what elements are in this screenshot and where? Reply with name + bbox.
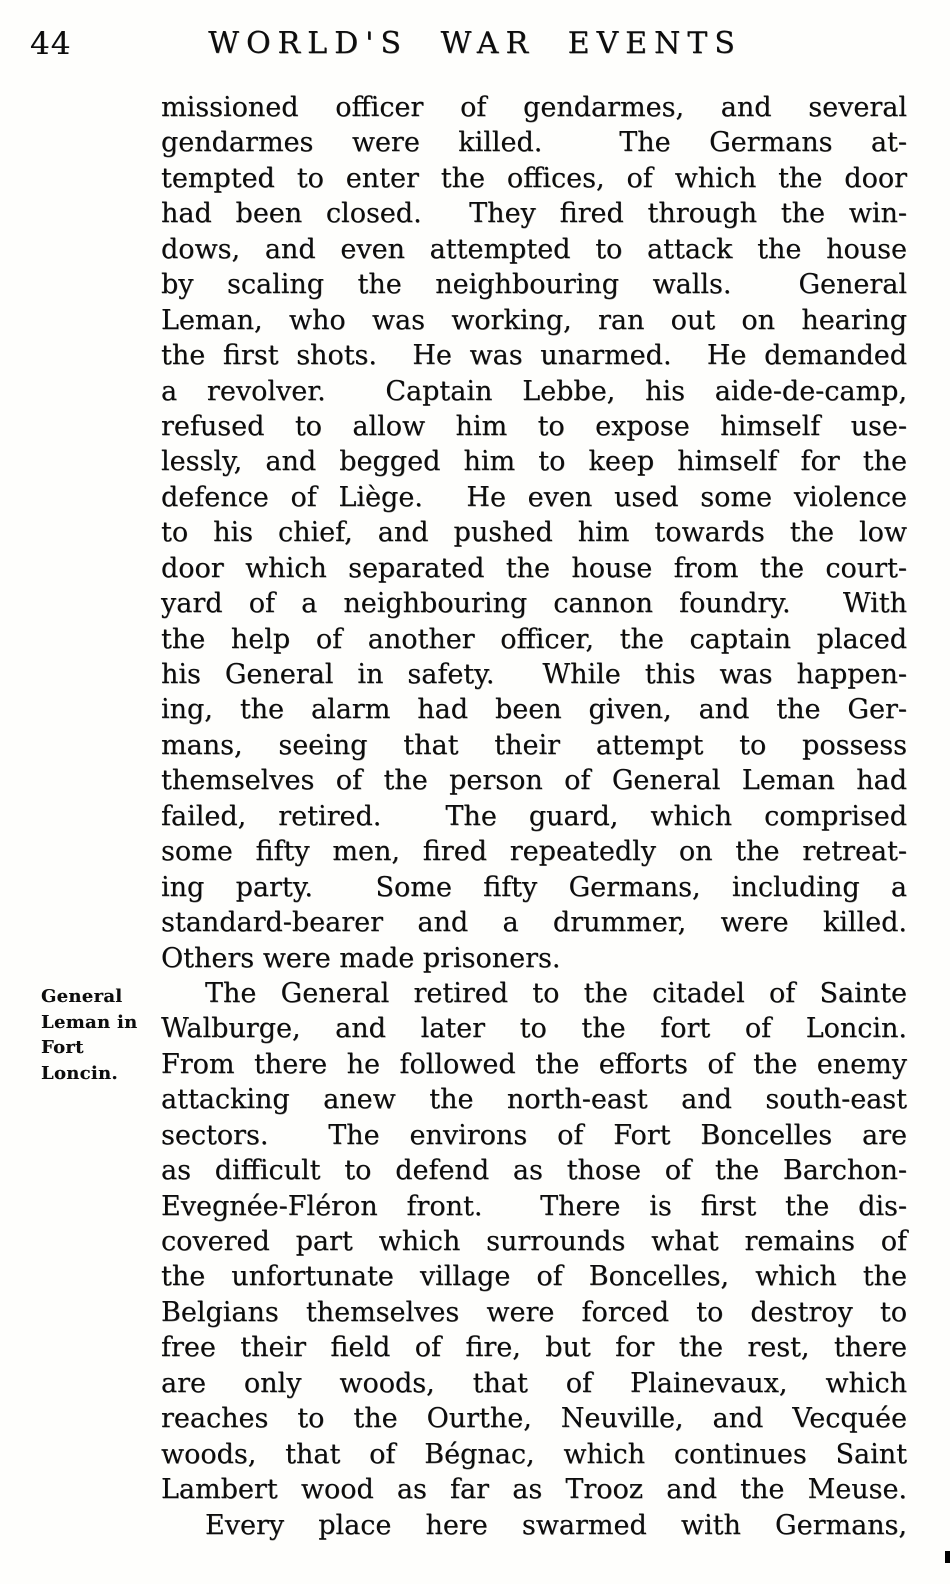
running-header: WORLD'S WAR EVENTS — [208, 26, 742, 61]
text-line: his General in safety. While this was happen- — [161, 659, 907, 690]
text-line: the help of another officer, the captain placed — [161, 623, 907, 655]
text-line: door which separated the house from the court- — [161, 552, 907, 584]
text-line: From there he followed the efforts of the enemy — [161, 1048, 907, 1080]
scan-artifact — [945, 1551, 950, 1563]
text-line: themselves of the person of General Leman had — [161, 765, 907, 797]
text-line: mans, seeing that their attempt to possess — [161, 729, 907, 761]
text-line: ing party. Some fifty Germans, including a — [161, 871, 907, 903]
text-line: had been closed. They fired through the win- — [161, 198, 907, 230]
text-line: gendarmes were killed. The Germans at- — [161, 127, 907, 159]
text-line: attacking anew the north-east and south-east — [161, 1084, 907, 1116]
text-line: a revolver. Captain Lebbe, his aide-de-camp, — [161, 375, 907, 407]
text-line: woods, that of Bégnac, which continues Saint — [161, 1438, 907, 1470]
text-line: standard-bearer and a drummer, were killed. — [161, 907, 907, 939]
body-text — [161, 92, 907, 1545]
text-line: The General retired to the citadel of Sainte — [205, 977, 907, 1009]
text-line: lessly, and begged him to keep himself for the — [161, 446, 907, 478]
margin-note — [41, 984, 163, 1086]
text-line: dows, and even attempted to attack the house — [161, 233, 907, 265]
text-line: refused to allow him to expose himself use- — [161, 410, 907, 442]
margin-note-line: Loncin. — [41, 1062, 119, 1084]
margin-note-line: Leman in — [41, 1011, 138, 1033]
text-line: ing, the alarm had been given, and the Ger- — [161, 694, 907, 726]
text-line: sectors. The environs of Fort Boncelles are — [161, 1119, 907, 1151]
text-line: failed, retired. The guard, which comprised — [161, 800, 907, 832]
text-line: Belgians themselves were forced to destroy to — [161, 1296, 907, 1328]
text-line: Every place here swarmed with Germans, — [205, 1509, 907, 1541]
text-line: the first shots. He was unarmed. He demanded — [161, 340, 907, 372]
text-line: by scaling the neighbouring walls. General — [161, 269, 907, 301]
text-line: covered part which surrounds what remains of — [161, 1226, 907, 1257]
text-line: Walburge, and later to the fort of Loncin. — [161, 1013, 907, 1045]
text-line: free their field of fire, but for the rest, there — [161, 1332, 907, 1364]
text-line: to his chief, and pushed him towards the low — [161, 517, 907, 549]
text-line: defence of Liège. He even used some violence — [161, 481, 907, 513]
text-line: Evegnée-Fléron front. There is first the dis- — [161, 1190, 907, 1222]
text-line: missioned officer of gendarmes, and several — [161, 92, 907, 123]
text-line: Lambert wood as far as Trooz and the Meuse. — [161, 1474, 907, 1506]
text-line: yard of a neighbouring cannon foundry. With — [161, 588, 907, 620]
margin-note-line: Fort — [41, 1037, 84, 1058]
text-line: the unfortunate village of Boncelles, which the — [161, 1261, 907, 1293]
text-line: Leman, who was working, ran out on hearing — [161, 304, 907, 336]
text-line: some fifty men, fired repeatedly on the retreat- — [161, 836, 907, 868]
margin-note-line: General — [41, 986, 123, 1007]
text-line: tempted to enter the offices, of which the door — [161, 162, 907, 194]
text-line: are only woods, that of Plainevaux, which — [161, 1367, 907, 1399]
text-line: as difficult to defend as those of the Barchon- — [161, 1155, 907, 1187]
page-number: 44 — [30, 26, 72, 62]
text-line: reaches to the Ourthe, Neuville, and Vecquée — [161, 1403, 907, 1435]
text-line: Others were made prisoners. — [161, 942, 561, 974]
